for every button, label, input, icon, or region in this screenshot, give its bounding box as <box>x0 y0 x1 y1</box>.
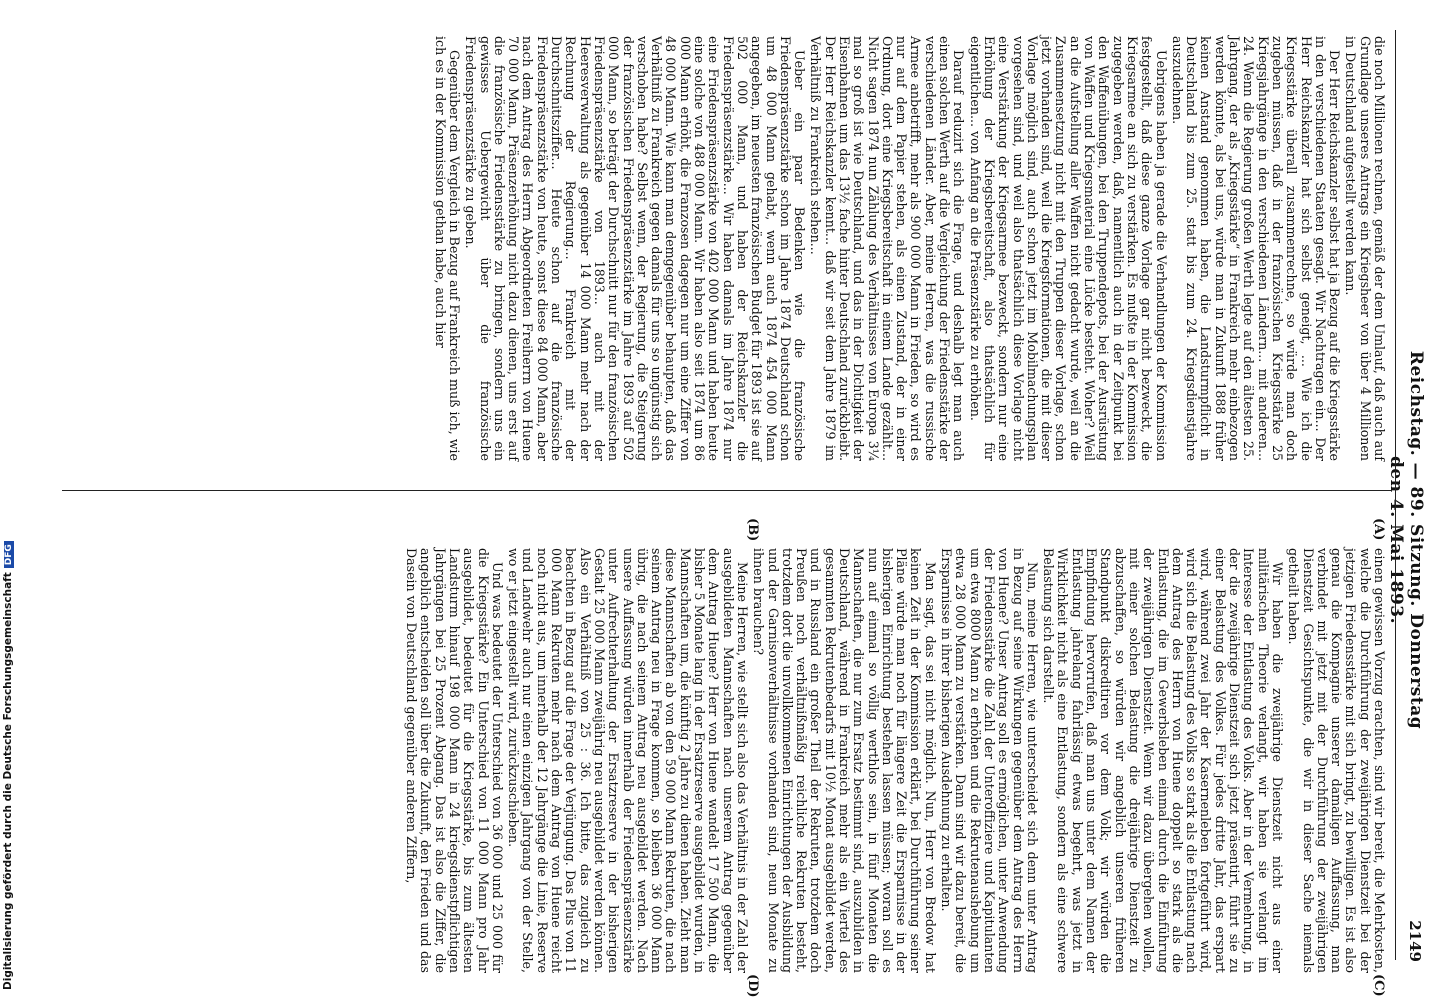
page-header <box>1386 30 1426 980</box>
dfg-logo-icon: DFG <box>4 541 14 568</box>
paragraph: Der Herr Reichskanzler selbst hat ja Bezug auf die Kriegsstärke in den verschiedenen Staaten gesagt. Wir Nachtragen ein... Der Herr Reichskanzler hat sich selbst geneigt, ... Wie ich die Kriegsstärke überall zusammenrechne, so würde man doch zugeben müssen, daß in der französischen Kriegsstärke 25 Kriegsjahrgänge in den verschiedenen Ländern... mit anderen... 24. Wenn die Regierung großen Werth legte auf den ältesten 25. Jahrgang, der als „Kriegsstärke“ in Frankreich mehr einbezogen werden könnte, als bei uns, würde man in Zukunft 1888 früher keinen Anstand genommen haben, die Landsturmpflicht in Deutschland bis zum 25. statt bis zum 24. Kriegsdienstjahre auszudehnen. <box>1169 36 1343 461</box>
paragraph: die noch Millionen rechnen, gemäß der dem Umlauf, daß auch auf Grundlage unseres Antrags ein Kriegsheer von über 4 Millionen in Deutschland aufgestellt werden kann. <box>1343 36 1387 461</box>
margin-marker-b: (B) <box>745 518 760 542</box>
paragraph: Wir haben die zweijährige Dienstzeit nicht aus einer militärischen Theorie verlangt, wir haben sie verlangt im Interesse der Entlastung des Volks. Aber in der Vermehrung, in der die zweijährige Dienstzeit sich jetzt präsentirt, führt sie zu einer Belastung des Volkes. Für jedes dritte Jahr, das erspart wird, während zwei Jahr der Kasernenleben fortgeführt wird, wird sich die Belastung des Volks so stark als die Entlastung nach dem Antrag des Herrn von Huene doppelt so stark als die Entlastung, die im Gewerbsleben einmal durch die Einführung der zweijährigen Dienstzeit. Wenn wir dazu übergehen wollen, mit einer solchen Belastung die dreijährige Dienstzeit zu abzuschaffen, so würden wir angeblich unseren früheren Standpunkt diskreditiren vor dem Volk; wir würden die Empfindung hervorrufen, daß man uns unter dem Namen der Entlastung jahrelang fahrlässig etwas begehrt, was jetzt in Wirklichkeit nicht als eine Entlastung, sondern als eine schwere Belastung sich darstellt. <box>1041 548 1285 973</box>
paragraph: Gegenüber dem Vergleich in Bezug auf Frankreich muß ich, wie ich es in der Kommission gethan habe, auch hier <box>432 36 462 461</box>
right-text-column <box>430 36 1386 461</box>
credit-text: Digitalisierung gefördert durch die Deutsche Forschungsgemeinschaft <box>2 572 14 990</box>
digitization-credit <box>0 0 20 1000</box>
paragraph: Nun, meine Herren, wie unterscheidet sich denn unter Antrag in Bezug auf seine Wirkungen gegenüber dem Antrag des Herrn von Huene? Unser Antrag soll es ermöglichen, unter Anwendung der Friedensstärke die Zahl der Unteroffiziere und Kapitulanten um etwa 8000 Mann zu erhöhen und die Rekrutenaushebung um etwa 28 000 Mann zu verstärken. Dann sind wir dazu bereit, die Ersparnisse in ihrer bisherigen Ausdehnung zu erhalten. <box>939 548 1040 973</box>
page-number: 2149 <box>1406 920 1424 962</box>
margin-marker-a: (A) <box>1371 518 1386 541</box>
left-text-column <box>402 548 1386 973</box>
column-divider <box>62 490 1392 491</box>
page-title: Reichstag. — 89. Sitzung. Donnerstag den 4. Mai 1893. <box>1386 350 1426 730</box>
paragraph: Darauf reduzirt sich die Frage, und deshalb legt man auch einen solchen Werth auf die Vergleichung der Friedensstärke der verschiedenen Länder. Aber, meine Herren, was die russische Armee anbetrifft, mehr als 900 000 Mann in Frieden, so wird es nur auf dem Papier stehen, als einen Zustand, der in einer Ordnung, dort eine Kriegsbereitschaft in einem Lande gezählt... Nicht sagen 1874 nun Zählung des Verhältnisses von Europa 3¼ mal so groß ist wie Deutschland, und das in der Dichtigkeit der Eisenbahnen um das 13½ fache hinter Deutschland zurückbleibt. Der Herr Reichskanzler kennt... daß wir seit dem Jahre 1879 im Verhältniß zu Frankreich stehen... <box>808 36 967 461</box>
credit-line <box>2 390 14 990</box>
header-rule <box>1395 30 1396 960</box>
margin-marker-d: (D) <box>745 974 760 998</box>
paragraph: Und was bedeutet der Unterschied von 36 000 und 25 000 für die Kriegsstärke? Ein Unterschied von 11 000 Mann pro Jahr ausgebildet, bedeutet für die Kriegsstärke, bis zum ältesten Landsturm hinauf 198 000 Mann in 24 kriegsdienstpflichtigen Jahrgängen bei 25 Prozent Abgang. Das ist also die Ziffer, die angeblich entscheiden soll über die Zukunft, den Frieden und das Dasein von Deutschland gegenüber anderen Ziffern, <box>404 548 505 973</box>
paragraph: einen gewissen Vorzug erachten, sind wir bereit, die Mehrkosten, welche die Durchführung der zweijährigen Dienstzeit bei der jetzigen Friedensstärke mit sich bringt, zu bewilligen. Es ist also genau die Kompagnie unserer damaligen Auffassung, man verbindet mit jetzt mit der Durchführung der zweijährigen Dienstzeit Gesichtspunkte, die wir in dieser Sache niemals getheilt haben. <box>1286 548 1387 973</box>
margin-marker-c: (C) <box>1371 974 1386 997</box>
paragraph: Uebrigens haben ja gerade die Verhandlungen der Kommission festgestellt, daß diese ganze Vorlage gar nicht bezweckt, die Kriegsarmee an sich zu verstärken. Es mußte in der Kommission zugegeben werden, daß, namentlich auch in der Zeitpunkt bei den Waffenübungen, bei den Truppendepots, bei der Ausrüstung von Waffen und Kriegsmaterial eine Lücke besteht. Woher? Weil an die Aufstellung aller Waffen nicht gedacht wurde, weil an die Zusammensetzung nicht mit den Truppen dieser Vorlage, schon jetzt vorhanden sind, weil die Kriegsformationen, die mit dieser Vorlage möglich sind, auch schon jetzt im Mobilmachungsplan vorgesehen sind, und weil also thatsächlich diese Vorlage nicht eine Verstärkung der Kriegsarmee bezweckt, sondern nur eine Erhöhung der Kriegsbereitschaft, also thatsächlich für eigentlichen... von Anfang an die Präsenzstärke zu erhöhen. <box>967 36 1169 461</box>
paragraph: Man sagt, das sei nicht möglich. Nun, Herr von Bredow hat keinen Zeit in der Kommission erklärt, bei Durchführung seiner Pläne würde man noch für längere Zeit die Ersparnisse in der bisherigen Einrichtung bestehen lassen müssen; woran soll es nun auf einmal so völlig werthlos sein, in fünf Monaten die Mannschaften, die nur zum Ersatz bestimmt sind, auszubilden in Deutschland, während in Frankreich mehr als ein Viertel des gesammten Rekrutenbedarfs mit 10½ Monat ausgebildet werden, und in Russland ein großer Theil der Rekruten, trotzdem doch Preußen noch verhältnißmäßig reichliche Rekruten besteht, trotzdem dort die unvollkommenen Einrichtungen der Ausbildung und der Garnisonverhältnisse vorhanden sind, neun Monate zu ihnen brauchen? <box>751 548 938 973</box>
paragraph: Meine Herren, wie stellt sich also das Verhältnis in der Zahl der ausgebildeten Mannschaften nach unserem Antrag gegenüber dem Antrag Huene? Herr von Huene wandelt 17 500 Mann, die bisher 5 Monate lang in der Ersatzreserve ausgebildet wurden, in Mannschaften um, die künftig 2 Jahre zu dienen haben. Zieht man diese Mannschaften ab von den 59 000 Mann Rekruten, die nach seinem Antrag neu in Frage kommen, so bleiben 36 000 Mann übrig, die nach seinem Antrag neu ausgebildet werden. Nach unsere Auffassung würden innerhalb der Friedenspräsenzstärke unter Aufrechterhaltung der Ersatzreserve in der bisherigen Gestalt 25 000 Mann zweijährig neu ausgebildet werden können. Also ein Verhältniß von 25 : 36. Ich bitte, das zugleich zu beachten in Bezug auf die Frage der Verjüngung. Das Plus von 11 000 Mann Rekruten mehr nach dem Antrag von Huene reicht noch nicht aus, um innerhalb der 12 Jahrgänge die Linie, Reserve und Landwehr auch nur einen einzigen Jahrgang von der Stelle, wo er jetzt eingestellt wird, zurückzuschieben. <box>506 548 750 973</box>
paragraph: Ueber ein paar Bedenken wie die französische Friedenspräsenzstärke schon im Jahre 1874 Deutschland schon um 48 000 Mann gehabt, wenn auch 1874 454 000 Mann angegeben, im neuesten französischen Budget für 1893 ist sie auf 502 000 Mann, und haben der Reichskanzler die Friedenspräsenzstärke... Wir haben damals im Jahre 1874 nur eine Friedenspräsenzstärke von 402 000 Mann und haben heute eine solche von 488 000 Mann. Wir haben also seit 1874 um 86 000 Mann erhöht, die Franzosen dagegen nur um eine Ziffer von 48 000 Mann. Wie kann man demgegenüber behaupten, daß das Verhältniß zu Frankreich gegen damals für uns so ungünstig sich verschoben habe? Selbst wenn, der Regierung, die Steigerung der französischen Friedenspräsenzstärke im Jahre 1893 auf 502 000 Mann, so beträgt der Durchschnitt nur für den französischen Friedenspräsenzstärke von 1893... auch mit der Heeresverwaltung als gegenüber 14 000 Mann mehr nach der Rechnung der Regierung... Frankreich mit der Durchschnittsziffer... Heute schon auf die französische Friedenspräsenzstärke von heute, sonst diese 84 000 Mann, aber nach dem Antrag des Herrn Abgeordneten Freiherrn von Huene 70 000 Mann, Präsenzerhöhung nicht dazu dienen, uns erst auf die französische Friedensstärke zu bringen, sondern uns ein gewisses Uebergewicht über die französische Friedenspräsenzstärke zu geben. <box>463 36 808 461</box>
